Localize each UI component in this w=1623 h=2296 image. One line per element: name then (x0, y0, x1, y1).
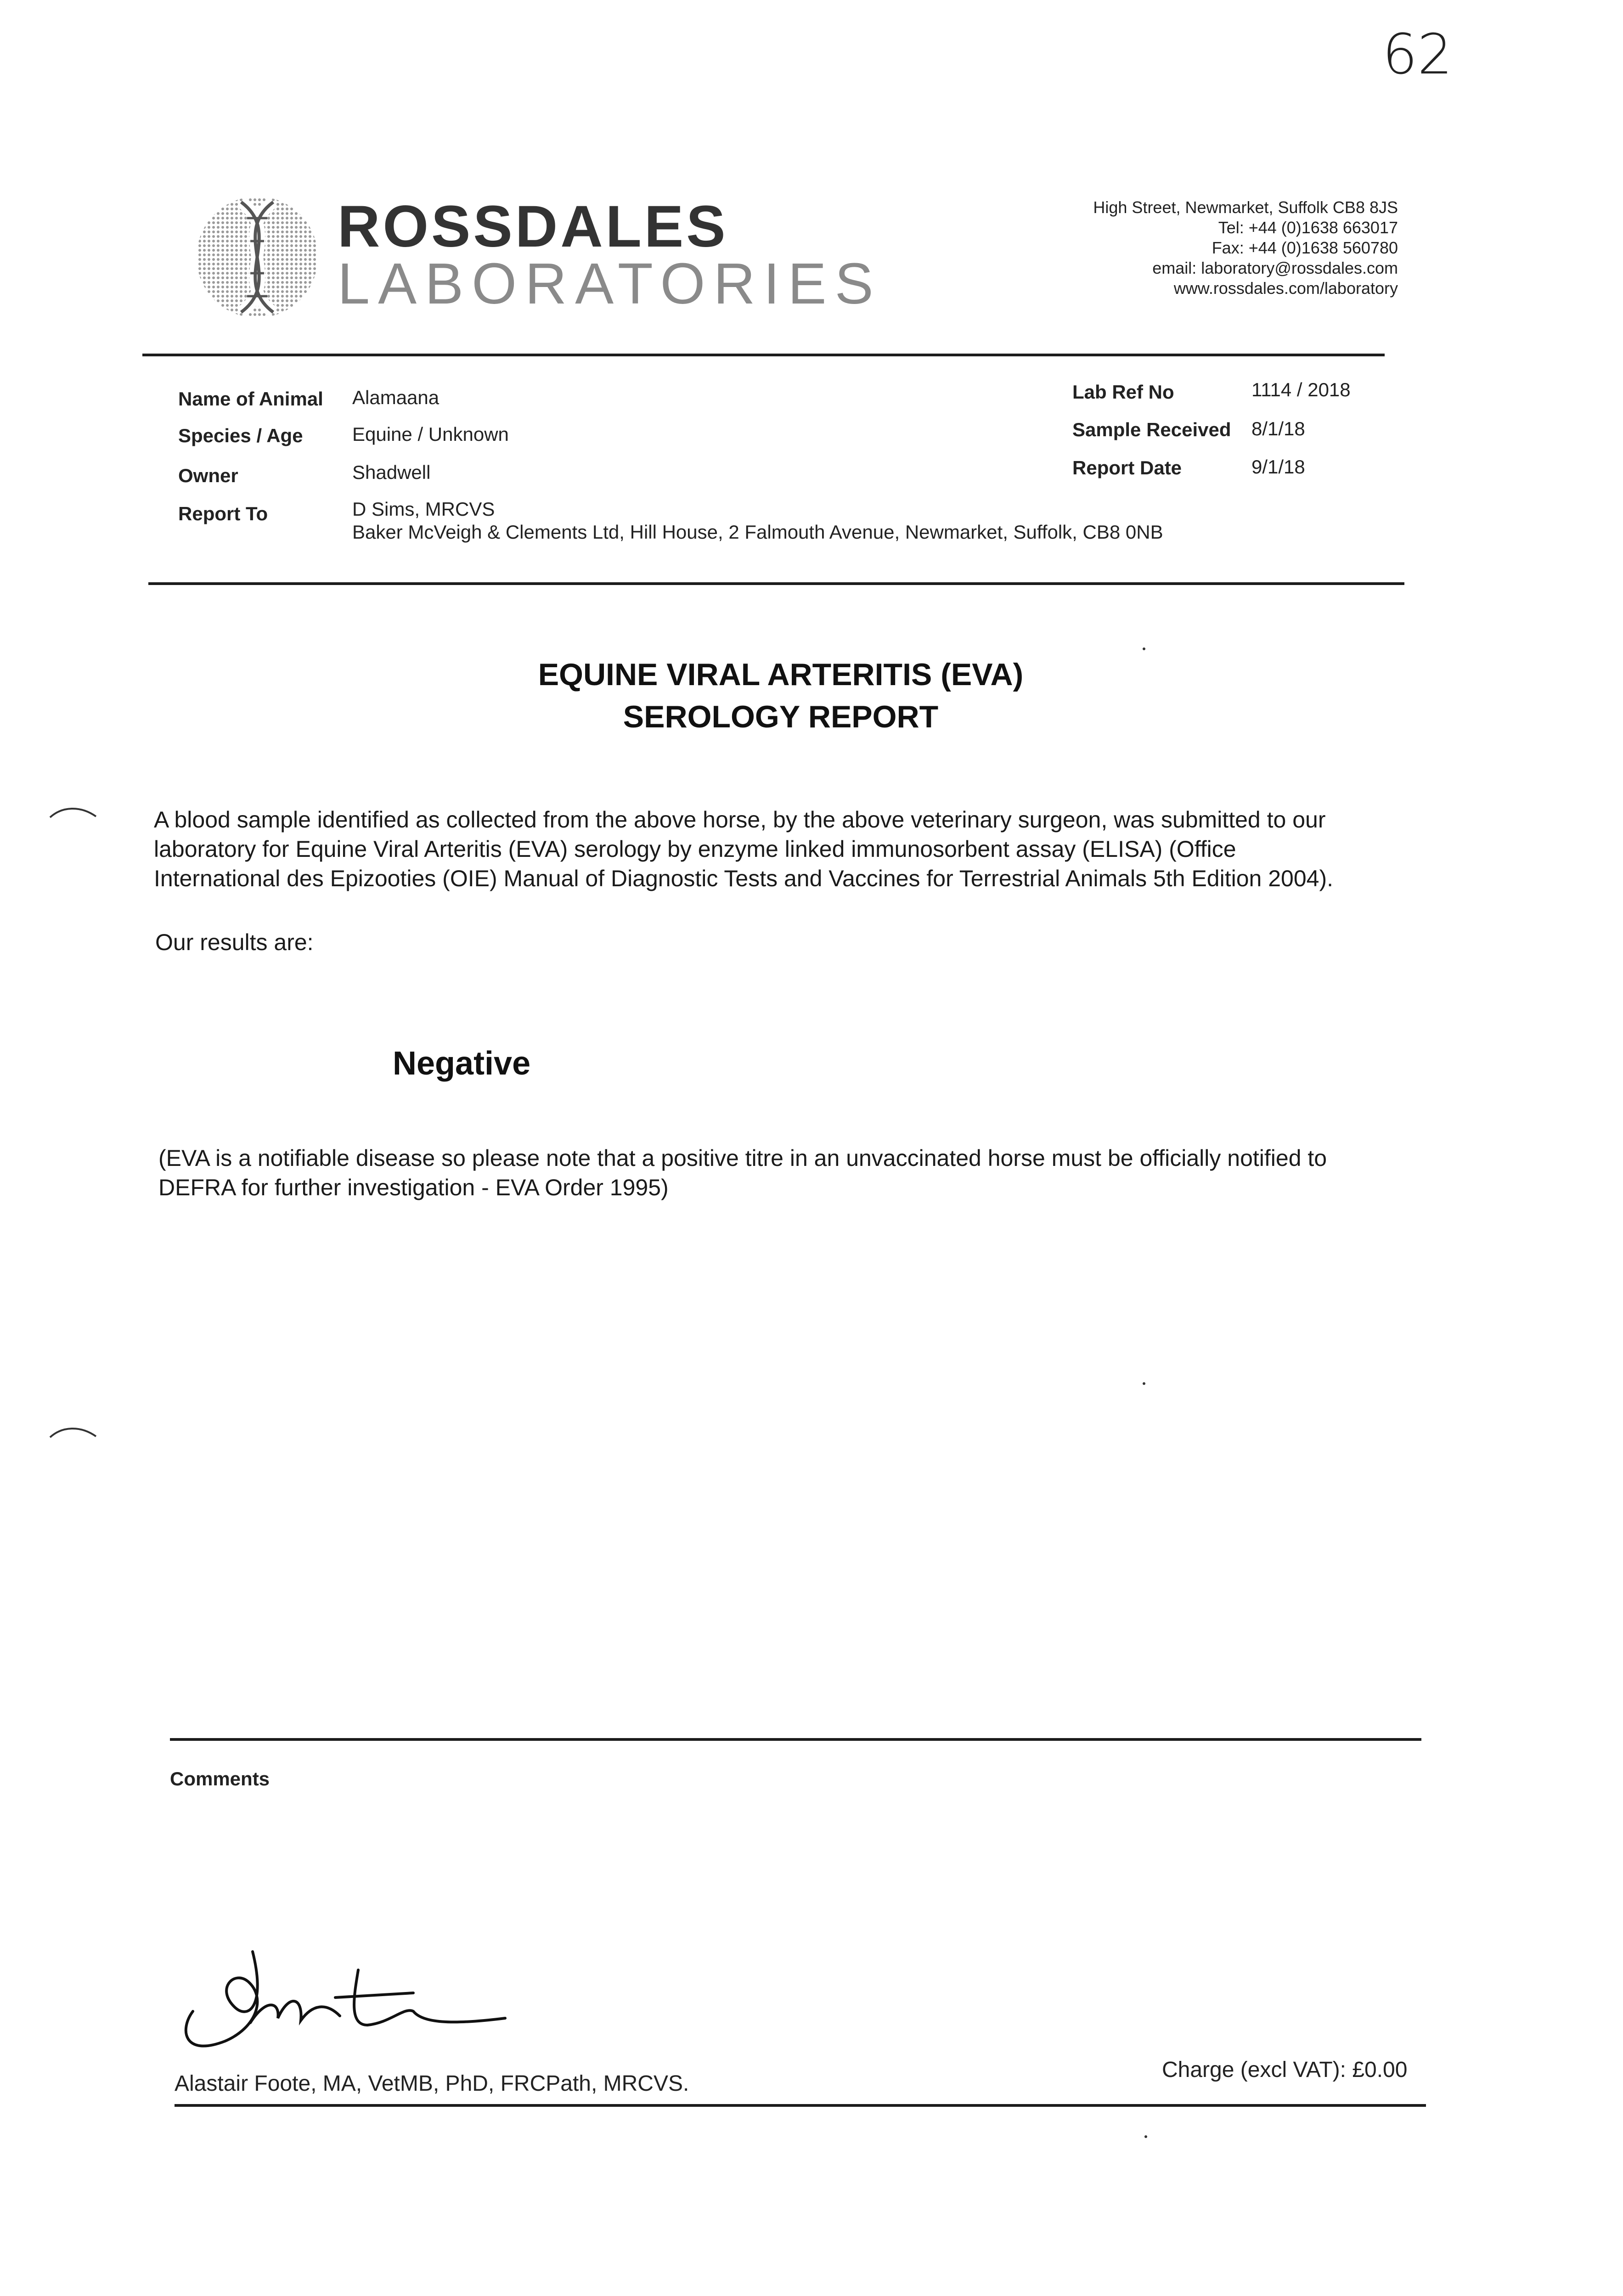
page-number: 62 (1382, 23, 1453, 87)
intro-line-2: laboratory for Equine Viral Arteritis (EVA) serology by enzyme linked immunosorbent assay (ELISA) (Office (154, 836, 1236, 862)
intro-line-3: International des Epizooties (OIE) Manual of Diagnostic Tests and Vaccines for Terrestrial Animals 5th Edition 2004). (154, 866, 1333, 891)
comments-label: Comments (170, 1768, 270, 1790)
brand-name-bottom: LABORATORIES (338, 251, 882, 316)
report-to-label: Report To (178, 503, 268, 524)
contact-address: High Street, Newmarket, Suffolk CB8 8JS (1093, 198, 1398, 217)
report-to-name: D Sims, MRCVS (352, 498, 495, 520)
margin-mark-top (48, 804, 99, 824)
contact-email: email: laboratory@rossdales.com (1152, 259, 1398, 277)
scan-speck (1143, 647, 1145, 650)
margin-mark-bottom (48, 1424, 99, 1444)
note-line-1: (EVA is a notifiable disease so please note that a positive titre in an unvaccinated horse must be officially notified to (158, 1145, 1327, 1171)
brand-name-top: ROSSDALES (338, 194, 728, 259)
report-title-line1: EQUINE VIRAL ARTERITIS (EVA) (538, 657, 1024, 692)
report-date-value: 9/1/18 (1251, 456, 1305, 478)
name-of-animal-value: Alamaana (352, 387, 440, 408)
intro-line-1: A blood sample identified as collected from the above horse, by the above veterinary surgeon, was submitted to our (154, 807, 1326, 833)
contact-web: www.rossdales.com/laboratory (1173, 279, 1398, 298)
report-date-label: Report Date (1072, 457, 1182, 478)
scan-speck (1143, 1382, 1145, 1385)
dna-helix-emblem-icon (193, 193, 321, 321)
report-title-line2: SEROLOGY REPORT (623, 699, 939, 734)
scan-speck (1144, 2135, 1147, 2138)
owner-value: Shadwell (352, 461, 431, 483)
header-divider (142, 354, 1385, 356)
intro-paragraph (154, 805, 1333, 893)
name-of-animal-label: Name of Animal (178, 388, 323, 410)
lab-ref-label: Lab Ref No (1072, 381, 1174, 403)
details-divider (148, 582, 1404, 585)
note-line-2: DEFRA for further investigation - EVA Order 1995) (158, 1175, 669, 1200)
notifiable-note (158, 1143, 1327, 1202)
footer-divider (175, 2104, 1426, 2107)
contact-tel: Tel: +44 (0)1638 663017 (1218, 218, 1398, 237)
contact-block (1093, 197, 1398, 298)
comments-divider (170, 1738, 1421, 1741)
contact-fax: Fax: +44 (0)1638 560780 (1212, 238, 1398, 257)
sample-received-value: 8/1/18 (1251, 418, 1305, 439)
owner-label: Owner (178, 465, 238, 486)
charge-amount: Charge (excl VAT): £0.00 (1162, 2058, 1408, 2082)
sample-received-label: Sample Received (1072, 419, 1231, 440)
handwritten-signature (175, 1942, 514, 2062)
results-intro: Our results are: (155, 929, 314, 955)
signer-name: Alastair Foote, MA, VetMB, PhD, FRCPath, MRCVS. (175, 2071, 689, 2096)
species-age-value: Equine / Unknown (352, 423, 509, 445)
lab-ref-value: 1114 / 2018 (1251, 379, 1351, 400)
result-value: Negative (393, 1045, 531, 1082)
species-age-label: Species / Age (178, 425, 303, 446)
report-to-address: Baker McVeigh & Clements Ltd, Hill House, 2 Falmouth Avenue, Newmarket, Suffolk, CB8 0NB (352, 521, 1163, 543)
